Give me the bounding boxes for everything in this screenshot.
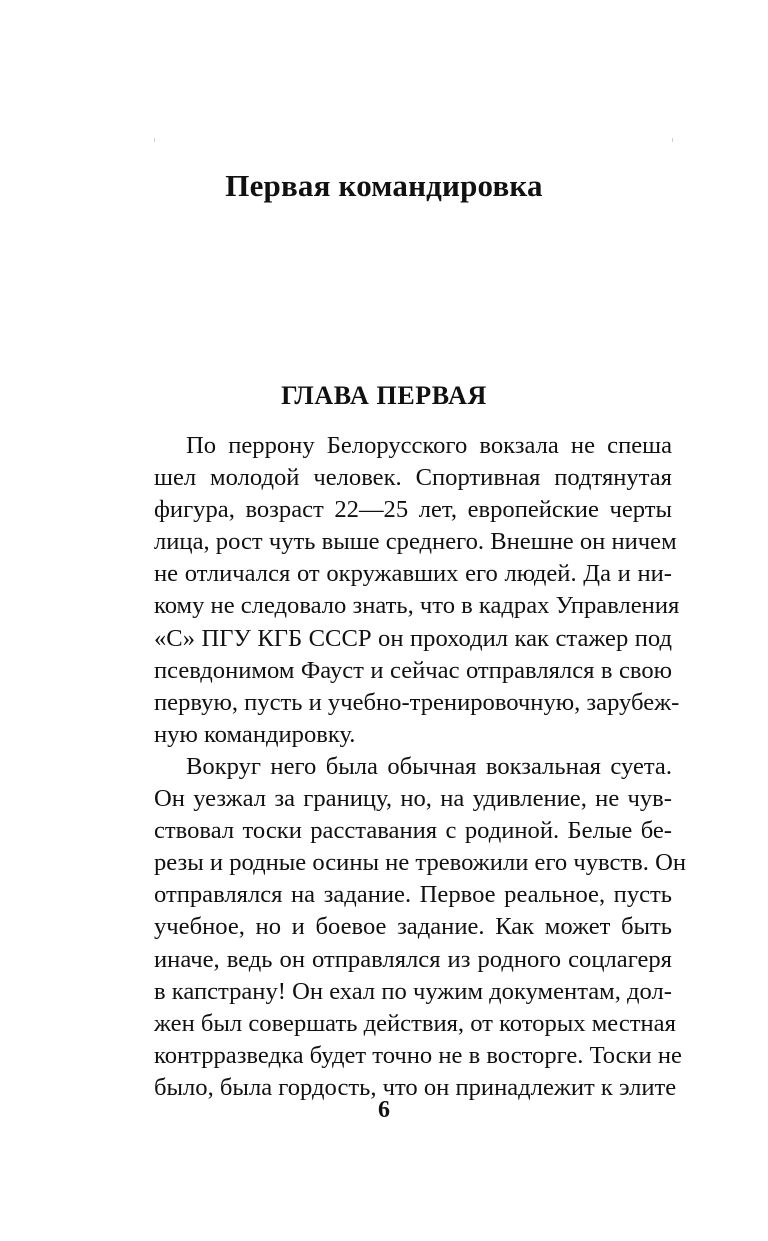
text-line: не отличался от окружавших его людей. Да и ни- xyxy=(154,560,672,588)
text-line: псевдонимом Фауст и сейчас отправлялся в свою xyxy=(154,656,672,684)
crop-mark-right xyxy=(672,138,673,142)
part-title: Первая командировка xyxy=(225,168,543,203)
text-line: контрразведка будет точно не в восторге. Тоски не xyxy=(154,1041,682,1069)
text-line: жен был совершать действия, от которых местная xyxy=(154,1009,676,1037)
text-line: «С» ПГУ КГБ СССР он проходил как стажер под xyxy=(154,624,672,652)
crop-mark-left xyxy=(154,138,155,142)
text-line: шел молодой человек. Спортивная подтянутая xyxy=(154,464,672,492)
text-line: первую, пусть и учебно-тренировочную, зарубеж- xyxy=(154,688,680,716)
text-line: резы и родные осины не тревожили его чувств. Он xyxy=(154,849,686,877)
text-line: отправлялся на задание. Первое реальное, пусть xyxy=(154,881,672,909)
body-text xyxy=(154,430,686,1104)
text-line: учебное, но и боевое задание. Как может быть xyxy=(154,913,672,941)
text-line: иначе, ведь он отправлялся из родного соцлагеря xyxy=(154,945,672,973)
paragraph-1 xyxy=(154,430,680,751)
text-line: кому не следовало знать, что в кадрах Управления xyxy=(154,592,680,620)
text-line: ную командировку. xyxy=(154,720,356,748)
text-line: фигура, возраст 22—25 лет, европейские черты xyxy=(154,496,672,524)
text-line: было, была гордость, что он принадлежит к элите xyxy=(154,1073,677,1101)
text-line: ствовал тоски расставания с родиной. Белые бе- xyxy=(154,817,672,845)
paragraph-2 xyxy=(154,751,686,1104)
chapter-title: ГЛАВА ПЕРВАЯ xyxy=(281,381,487,410)
text-line: Вокруг него была обычная вокзальная суета. xyxy=(186,752,672,780)
text-line: Он уезжал за границу, но, на удивление, не чув- xyxy=(154,785,672,813)
text-line: в капстрану! Он ехал по чужим документам, дол- xyxy=(154,977,672,1005)
text-line: По перрону Белорусского вокзала не спеша xyxy=(186,432,672,459)
page-number: 6 xyxy=(378,1097,390,1123)
text-line: лица, рост чуть выше среднего. Внешне он ничем xyxy=(154,528,677,556)
